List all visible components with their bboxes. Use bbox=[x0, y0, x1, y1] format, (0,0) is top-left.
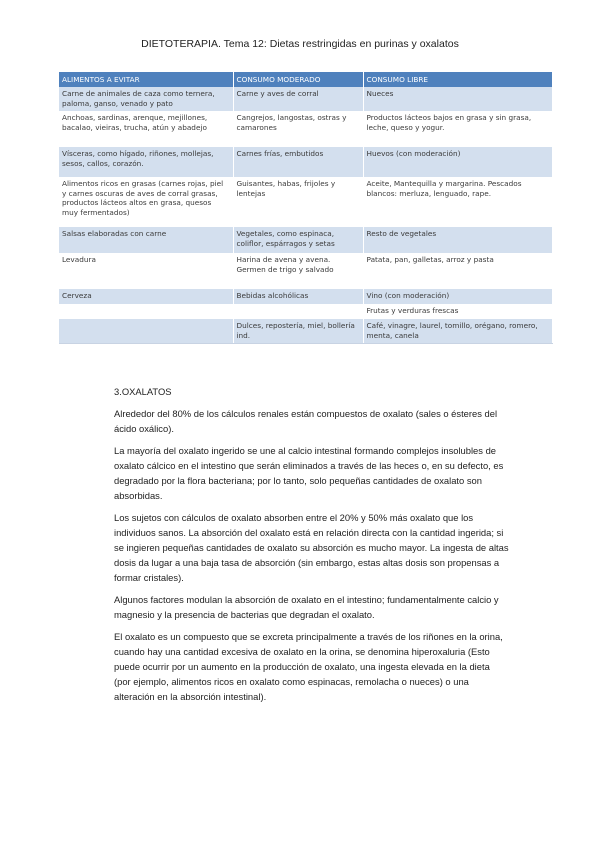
oxalates-section bbox=[114, 384, 509, 711]
document-title: DIETOTERAPIA. Tema 12: Dietas restringidas en purinas y oxalatos bbox=[141, 38, 459, 50]
table-cell: Harina de avena y avena. Germen de trigo y salvado bbox=[233, 253, 363, 289]
table-cell: Salsas elaboradas con carne bbox=[59, 227, 233, 253]
paragraph: El oxalato es un compuesto que se excreta principalmente a través de los riñones en la orina, cuando hay una cantidad excesiva de oxalato en la orina, se denomina hiperoxaluria (Esto puede ocurrir por un aumento en la producción de oxalato, una ingesta elevada en la dieta (por ejemplo, alimentos ricos en oxalato como espinacas, remolacha o nueces) o una alteración en la absorción intestinal). bbox=[114, 631, 503, 702]
table-row bbox=[59, 227, 552, 253]
table-cell: Aceite, Mantequilla y margarina. Pescados blancos: merluza, lenguado, rape. bbox=[363, 177, 552, 227]
table-row bbox=[59, 253, 552, 289]
table-cell: Patata, pan, galletas, arroz y pasta bbox=[363, 253, 552, 289]
table-cell: Resto de vegetales bbox=[363, 227, 552, 253]
table-cell: Dulces, repostería, miel, bollería ind. bbox=[233, 319, 363, 343]
section-title: 3.OXALATOS bbox=[114, 386, 172, 397]
table-header-row bbox=[59, 72, 552, 87]
table-row bbox=[59, 304, 552, 319]
table-cell: Anchoas, sardinas, arenque, mejillones, bacalao, vieiras, trucha, atún y abadejo bbox=[59, 111, 233, 147]
table-row bbox=[59, 177, 552, 227]
table-cell bbox=[59, 304, 233, 319]
table-cell: Cerveza bbox=[59, 289, 233, 304]
header-foods-to-avoid: ALIMENTOS A EVITAR bbox=[59, 72, 233, 87]
table-cell: Carne y aves de corral bbox=[233, 87, 363, 111]
table-cell: Guisantes, habas, frijoles y lentejas bbox=[233, 177, 363, 227]
table-row bbox=[59, 87, 552, 111]
paragraph: Los sujetos con cálculos de oxalato absorben entre el 20% y 50% más oxalato que los individuos sanos. La absorción del oxalato está en relación directa con la cantidad ingerida; si se ingieren pequeñas cantidades de oxalato su absorción es mucho mayor. La ingesta de altas dosis da lugar a una baja tasa de absorción (sin embargo, estas altas dosis son propensas a formar cristales). bbox=[114, 512, 509, 583]
diet-table bbox=[59, 72, 553, 344]
table-row bbox=[59, 289, 552, 304]
table-cell: Frutas y verduras frescas bbox=[363, 304, 552, 319]
header-free-consumption: CONSUMO LIBRE bbox=[363, 72, 552, 87]
paragraph: La mayoría del oxalato ingerido se une al calcio intestinal formando complejos insolubles de oxalato cálcico en el intestino que serán eliminados a través de las heces o, en su defecto, es degradado por la flora bacteriana; por lo tanto, solo pequeñas cantidades de oxalato son absorbidas. bbox=[114, 445, 504, 501]
table-cell: Vegetales, como espinaca, coliflor, espárragos y setas bbox=[233, 227, 363, 253]
table-cell: Cangrejos, langostas, ostras y camarones bbox=[233, 111, 363, 147]
table-cell: Nueces bbox=[363, 87, 552, 111]
table-cell: Carnes frías, embutidos bbox=[233, 147, 363, 177]
table-cell: Café, vinagre, laurel, tomillo, orégano, romero, menta, canela bbox=[363, 319, 552, 343]
table-cell: Huevos (con moderación) bbox=[363, 147, 552, 177]
table-cell bbox=[233, 304, 363, 319]
table-row bbox=[59, 111, 552, 147]
table-cell: Bebidas alcohólicas bbox=[233, 289, 363, 304]
table-row bbox=[59, 319, 552, 343]
table-cell: Vino (con moderación) bbox=[363, 289, 552, 304]
table-row bbox=[59, 147, 552, 177]
paragraph: Algunos factores modulan la absorción de oxalato en el intestino; fundamentalmente calcio y magnesio y la presencia de bacterias que degradan el oxalato. bbox=[114, 594, 499, 620]
header-moderate-consumption: CONSUMO MODERADO bbox=[233, 72, 363, 87]
table-cell: Productos lácteos bajos en grasa y sin grasa, leche, queso y yogur. bbox=[363, 111, 552, 147]
table-cell: Alimentos ricos en grasas (carnes rojas, piel y carnes oscuras de aves de corral grasas, productos lácteos altos en grasa, quesos muy fermentados) bbox=[59, 177, 233, 227]
table-cell: Levadura bbox=[59, 253, 233, 289]
table-cell bbox=[59, 319, 233, 343]
paragraph: Alrededor del 80% de los cálculos renales están compuestos de oxalato (sales o ésteres del ácido oxálico). bbox=[114, 408, 498, 434]
table-cell: Vísceras, como hígado, riñones, mollejas, sesos, callos, corazón. bbox=[59, 147, 233, 177]
table-cell: Carne de animales de caza como ternera, paloma, ganso, venado y pato bbox=[59, 87, 233, 111]
